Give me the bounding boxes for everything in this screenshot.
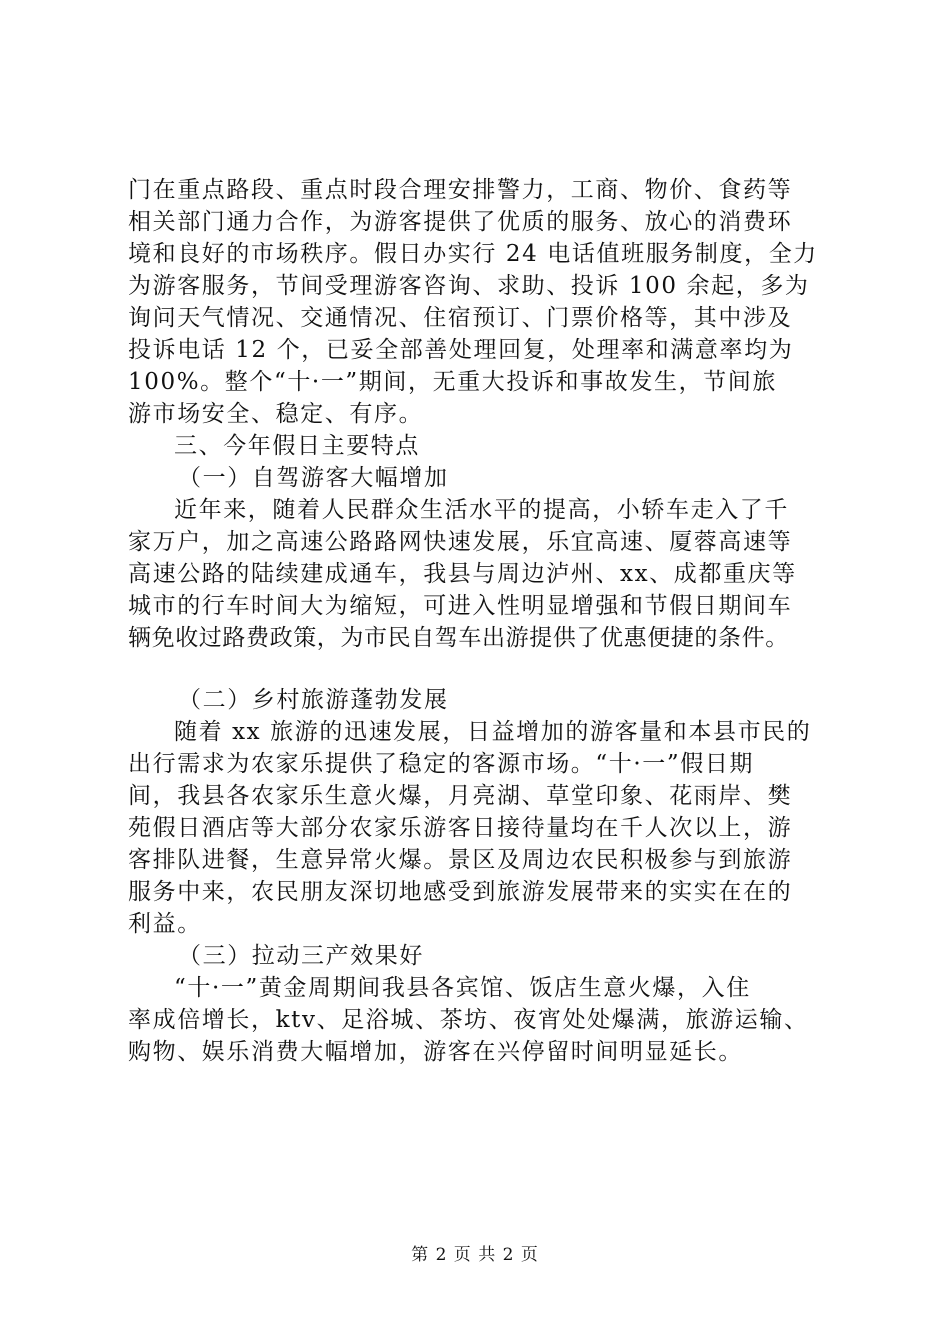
text-line: 为游客服务，节间受理游客咨询、求助、投诉 100 余起，多为 <box>128 273 810 299</box>
text-line: 随着 xx 旅游的迅速发展，日益增加的游客量和本县市民的 <box>174 719 812 745</box>
text-line: 利益。 <box>128 911 202 937</box>
subsection-heading: （三）拉动三产效果好 <box>178 943 424 969</box>
text-line: “十·一”黄金周期间我县各宾馆、饭店生意火爆，入住 <box>174 975 751 1001</box>
text-line: 辆免收过路费政策，为市民自驾车出游提供了优惠便捷的条件。 <box>128 625 789 651</box>
subsection-heading: （一）自驾游客大幅增加 <box>178 465 449 491</box>
text-line: 近年来，随着人民群众生活水平的提高，小轿车走入了千 <box>174 497 789 523</box>
text-line: 购物、娱乐消费大幅增加，游客在兴停留时间明显延长。 <box>128 1039 743 1065</box>
text-line: 投诉电话 12 个，已妥全部善处理回复，处理率和满意率均为 <box>128 337 794 363</box>
text-line: 门在重点路段、重点时段合理安排警力，工商、物价、食药等 <box>128 177 793 203</box>
text-line: 高速公路的陆续建成通车，我县与周边泸州、xx、成都重庆等 <box>128 561 797 587</box>
text-line: 境和良好的市场秩序。假日办实行 24 电话值班服务制度，全力 <box>128 241 818 267</box>
text-line: 100%。整个“十·一”期间，无重大投诉和事故发生，节间旅 <box>128 369 777 395</box>
document-body <box>128 174 828 1068</box>
text-line: 家万户，加之高速公路路网快速发展，乐宜高速、厦蓉高速等 <box>128 529 793 555</box>
text-line: 出行需求为农家乐提供了稳定的客源市场。“十·一”假日期 <box>128 751 755 777</box>
subsection-heading: （二）乡村旅游蓬勃发展 <box>178 687 449 713</box>
page-number-footer: 第 2 页 共 2 页 <box>411 1245 539 1265</box>
text-line: 游市场安全、稳定、有序。 <box>128 401 424 427</box>
text-line: 城市的行车时间大为缩短，可进入性明显增强和节假日期间车 <box>128 593 793 619</box>
section-heading: 三、今年假日主要特点 <box>174 433 420 459</box>
text-line: 客排队进餐，生意异常火爆。景区及周边农民积极参与到旅游 <box>128 847 793 873</box>
text-line: 服务中来，农民朋友深切地感受到旅游发展带来的实实在在的 <box>128 879 793 905</box>
paragraph-gap <box>128 654 828 684</box>
text-line: 苑假日酒店等大部分农家乐游客日接待量均在千人次以上，游 <box>128 815 793 841</box>
text-line: 率成倍增长，ktv、足浴城、茶坊、夜宵处处爆满，旅游运输、 <box>128 1007 809 1033</box>
text-line: 间，我县各农家乐生意火爆，月亮湖、草堂印象、花雨岸、樊 <box>128 783 793 809</box>
text-line: 询问天气情况、交通情况、住宿预订、门票价格等，其中涉及 <box>128 305 793 331</box>
text-line: 相关部门通力合作，为游客提供了优质的服务、放心的消费环 <box>128 209 793 235</box>
